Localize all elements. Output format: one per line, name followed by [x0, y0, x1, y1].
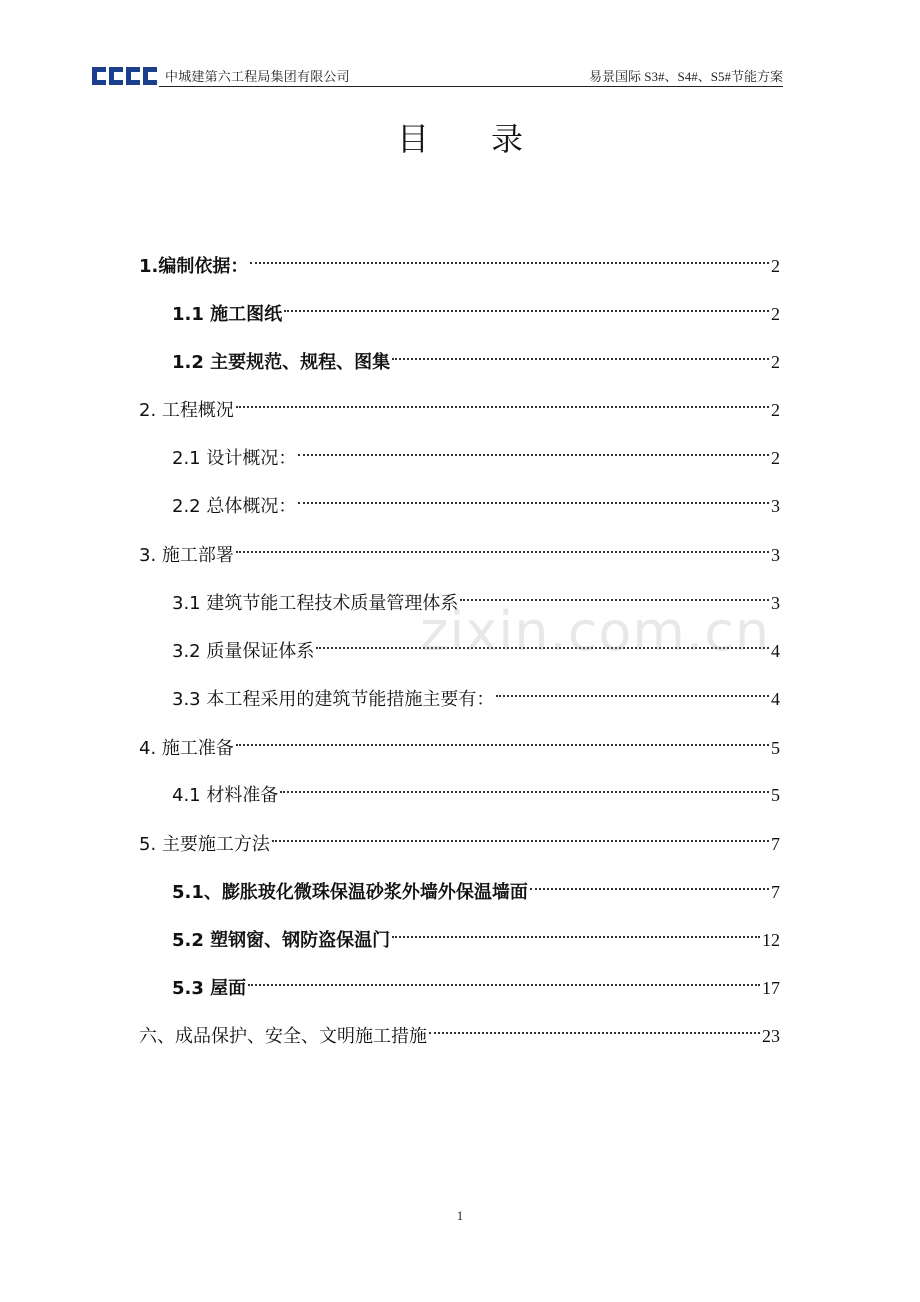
toc-leader-dots	[298, 434, 769, 464]
toc-entry-page: 3	[771, 496, 780, 516]
toc-entry-page: 5	[771, 738, 780, 758]
toc-entry-label: 1.2 主要规范、规程、图集	[172, 352, 391, 373]
toc-entry[interactable]	[139, 724, 780, 759]
toc-leader-dots	[392, 916, 760, 946]
project-name: 易景国际 S3#、S4#、S5#节能方案	[589, 69, 783, 84]
toc-entry-page: 17	[762, 978, 780, 998]
toc-entry-page: 2	[771, 448, 780, 468]
toc-leader-dots	[460, 579, 769, 609]
toc-leader-dots	[248, 964, 760, 994]
toc-leader-dots	[496, 675, 769, 705]
company-name: 中城建第六工程局集团有限公司	[165, 70, 350, 85]
toc-leader-dots	[272, 820, 769, 850]
watermark: zixin.com.cn	[420, 600, 771, 663]
toc-leader-dots	[316, 627, 769, 657]
toc-entry[interactable]	[172, 290, 780, 325]
toc-entry-page: 7	[771, 882, 780, 902]
toc-leader-dots	[298, 482, 769, 512]
toc-entry[interactable]	[139, 531, 780, 566]
toc-entry-page: 3	[771, 545, 780, 565]
toc-entry[interactable]	[172, 916, 780, 951]
toc-entry-label: 1.1 施工图纸	[172, 304, 283, 325]
toc-leader-dots	[236, 531, 769, 561]
toc-entry-page: 2	[771, 256, 780, 276]
page-title: 目录	[396, 120, 585, 158]
toc-entry-page: 4	[771, 689, 780, 709]
toc-entry-label: 1.编制依据：	[139, 256, 249, 277]
toc-entry-label: 5.1、膨胀玻化微珠保温砂浆外墙外保温墙面	[172, 882, 528, 903]
toc-entry[interactable]	[172, 482, 780, 517]
toc-entry-label: 5.2 塑钢窗、钢防盗保温门	[172, 930, 391, 951]
toc-entry-page: 2	[771, 304, 780, 324]
toc-leader-dots	[284, 290, 769, 320]
cccc-logo	[91, 64, 159, 88]
toc-entry[interactable]	[172, 675, 780, 710]
toc-entry[interactable]	[139, 1012, 780, 1047]
toc-entry[interactable]	[172, 771, 780, 806]
toc-entry[interactable]	[172, 579, 780, 614]
header-rule	[159, 86, 783, 87]
toc-entry-label: 3.2 质量保证体系	[172, 641, 315, 662]
toc-entry-page: 5	[771, 785, 780, 805]
toc-entry-label: 3. 施工部署	[139, 545, 234, 566]
toc-entry-page: 23	[762, 1026, 780, 1046]
toc-entry-page: 4	[771, 641, 780, 661]
toc-leader-dots	[280, 771, 769, 801]
toc-entry-label: 3.1 建筑节能工程技术质量管理体系	[172, 593, 459, 614]
toc-entry-label: 5. 主要施工方法	[139, 834, 270, 855]
toc-leader-dots	[392, 338, 769, 368]
toc-entry-label: 3.3 本工程采用的建筑节能措施主要有：	[172, 689, 495, 710]
toc-entry-label: 六、成品保护、安全、文明施工措施	[139, 1026, 427, 1047]
toc-entry-label: 4.1 材料准备	[172, 785, 279, 806]
toc-entry-label: 2.2 总体概况：	[172, 496, 297, 517]
toc-leader-dots	[236, 724, 769, 754]
toc-entry-label: 5.3 屋面	[172, 978, 247, 999]
toc-entry-page: 3	[771, 593, 780, 613]
toc-entry[interactable]	[139, 242, 780, 277]
toc-leader-dots	[236, 386, 769, 416]
toc-entry-label: 4. 施工准备	[139, 738, 234, 759]
page-header	[91, 62, 783, 88]
toc-entry-page: 2	[771, 352, 780, 372]
toc-leader-dots	[429, 1012, 760, 1042]
toc-entry[interactable]	[172, 338, 780, 373]
toc-entry-page: 2	[771, 400, 780, 420]
toc-entry[interactable]	[172, 868, 780, 903]
toc-entry[interactable]	[139, 386, 780, 421]
toc-entry[interactable]	[172, 434, 780, 469]
toc-entry[interactable]	[139, 820, 780, 855]
toc-leader-dots	[250, 242, 769, 272]
toc-entry[interactable]	[172, 964, 780, 999]
toc-entry-page: 12	[762, 930, 780, 950]
page-number: 1	[456, 1208, 464, 1223]
toc-entry-label: 2.1 设计概况：	[172, 448, 297, 469]
toc-entry-page: 7	[771, 834, 780, 854]
toc-leader-dots	[530, 868, 769, 898]
toc-entry-label: 2. 工程概况	[139, 400, 234, 421]
